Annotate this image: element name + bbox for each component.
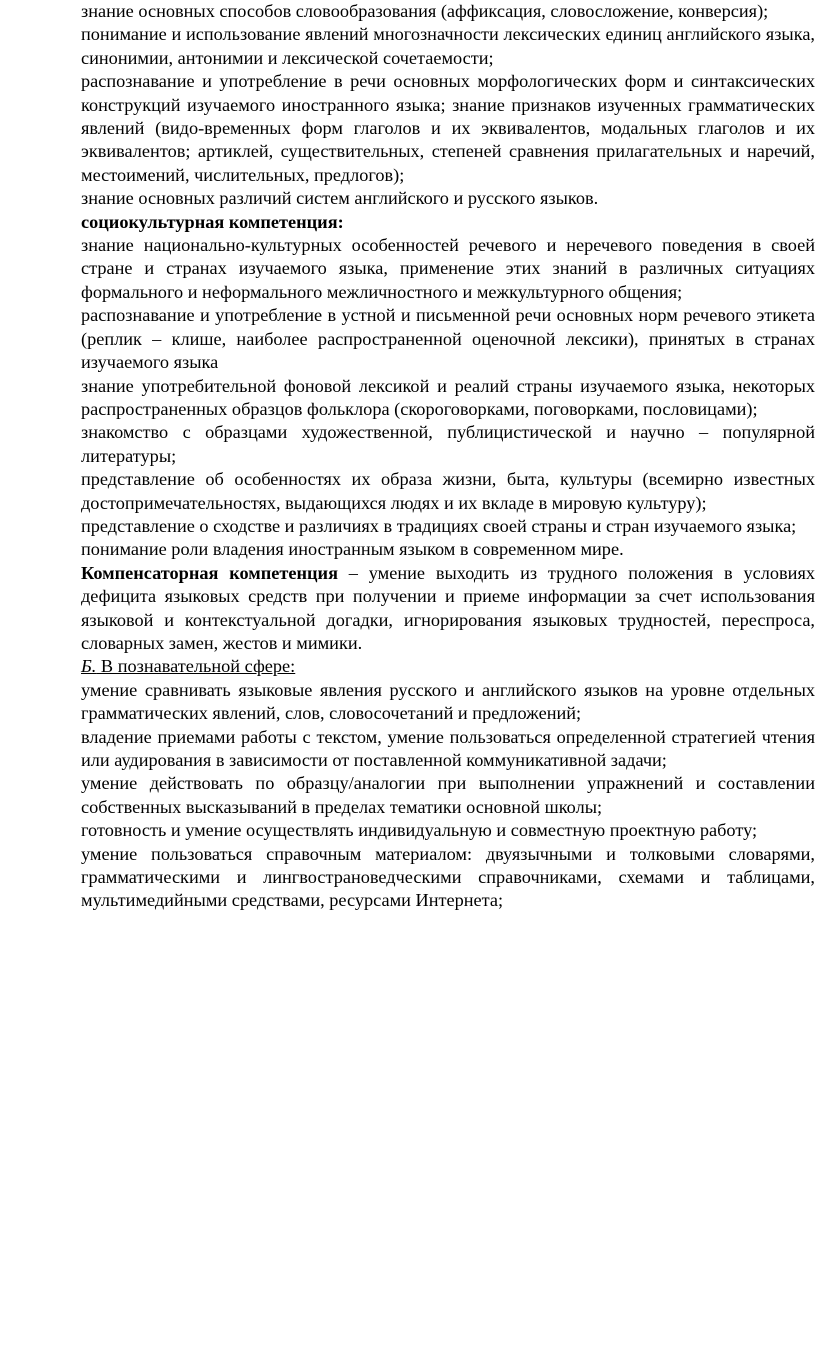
paragraph-compensatory-competence [81,562,815,656]
paragraph-speech-etiquette: распознавание и употребление в устной и письменной речи основных норм речевого этикета (реплик – клише, наиболее распространенной оценочной лексики), принятых в странах изучаемого языка [81,305,815,373]
paragraph-reference-materials: умение пользоваться справочным материалом: двуязычными и толковыми словарями, грамматическими и лингвострановедческими справочниками, схемами и таблицами, мультимедийными средствами, ресурсами Интернета; [81,843,815,911]
section-letter: Б. [81,656,97,677]
paragraph-national-cultural: знание национально-культурных особенностей речевого и неречевого поведения в своей стране и странах изучаемого языка, применение этих знаний в различных ситуациях формального и неформального межличностного и межкультурного общения; [81,235,815,302]
compensatory-competence-term: Компенсаторная компетенция [81,562,338,583]
section-heading-cognitive [81,655,815,678]
paragraph-compare-phenomena: умение сравнивать языковые явления русского и английского языков на уровне отдельных грамматических явлений, слов, словосочетаний и предложений; [81,679,815,724]
compensatory-competence-definition: – умение выходить из трудного положения в условиях дефицита языковых средств при получении и приеме информации за счет использования языковой и контекстуальной догадки, игнорирования языковых трудностей, переспроса, словарных замен, жестов и мимики. [81,562,815,653]
paragraph-role-of-language: понимание роли владения иностранным языком в современном мире. [81,539,624,560]
paragraph-project-work: готовность и умение осуществлять индивидуальную и совместную проектную работу; [81,820,758,841]
paragraph-polysemy: понимание и использование явлений многозначности лексических единиц английского языка, синонимии, антонимии и лексической сочетаемости; [81,24,815,68]
paragraph-literature: знакомство с образцами художественной, публицистической и научно – популярной литературы; [81,422,815,466]
document-page [81,0,815,913]
paragraph-background-lexicon: знание употребительной фоновой лексикой и реалий страны изучаемого языка, некоторых распространенных образцов фольклора (скороговорками, поговорками, пословицами); [81,375,815,419]
paragraph-text-work: владение приемами работы с текстом, умение пользоваться определенной стратегией чтения или аудирования в зависимости от поставленной коммуникативной задачи; [81,726,815,770]
paragraph-way-of-life: представление об особенностях их образа жизни, быта, культуры (всемирно известных достопримечательностях, выдающихся людях и их вкладе в мировую культуру); [81,469,815,513]
paragraph-traditions: представление о сходстве и различиях в традициях своей страны и стран изучаемого языка; [81,515,797,536]
paragraph-word-formation: знание основных способов словообразования (аффиксация, словосложение, конверсия); [81,1,769,21]
section-title: В познавательной сфере: [96,656,296,677]
paragraph-act-by-sample: умение действовать по образцу/аналогии при выполнении упражнений и составлении собственных высказываний в пределах тематики основной школы; [81,773,815,817]
paragraph-morphology: распознавание и употребление в речи основных морфологических форм и синтаксических конструкций изучаемого иностранного языка; знание признаков изученных грамматических явлений (видо-временных форм глаголов и их эквивалентов, модальных глаголов и их эквивалентов; артиклей, существительных, степеней сравнения прилагательных и наречий, местоимений, числительных, предлогов); [81,71,815,185]
paragraph-language-differences: знание основных различий систем английского и русского языков. [81,188,599,209]
heading-sociocultural-competence: социокультурная компетенция: [81,211,344,232]
